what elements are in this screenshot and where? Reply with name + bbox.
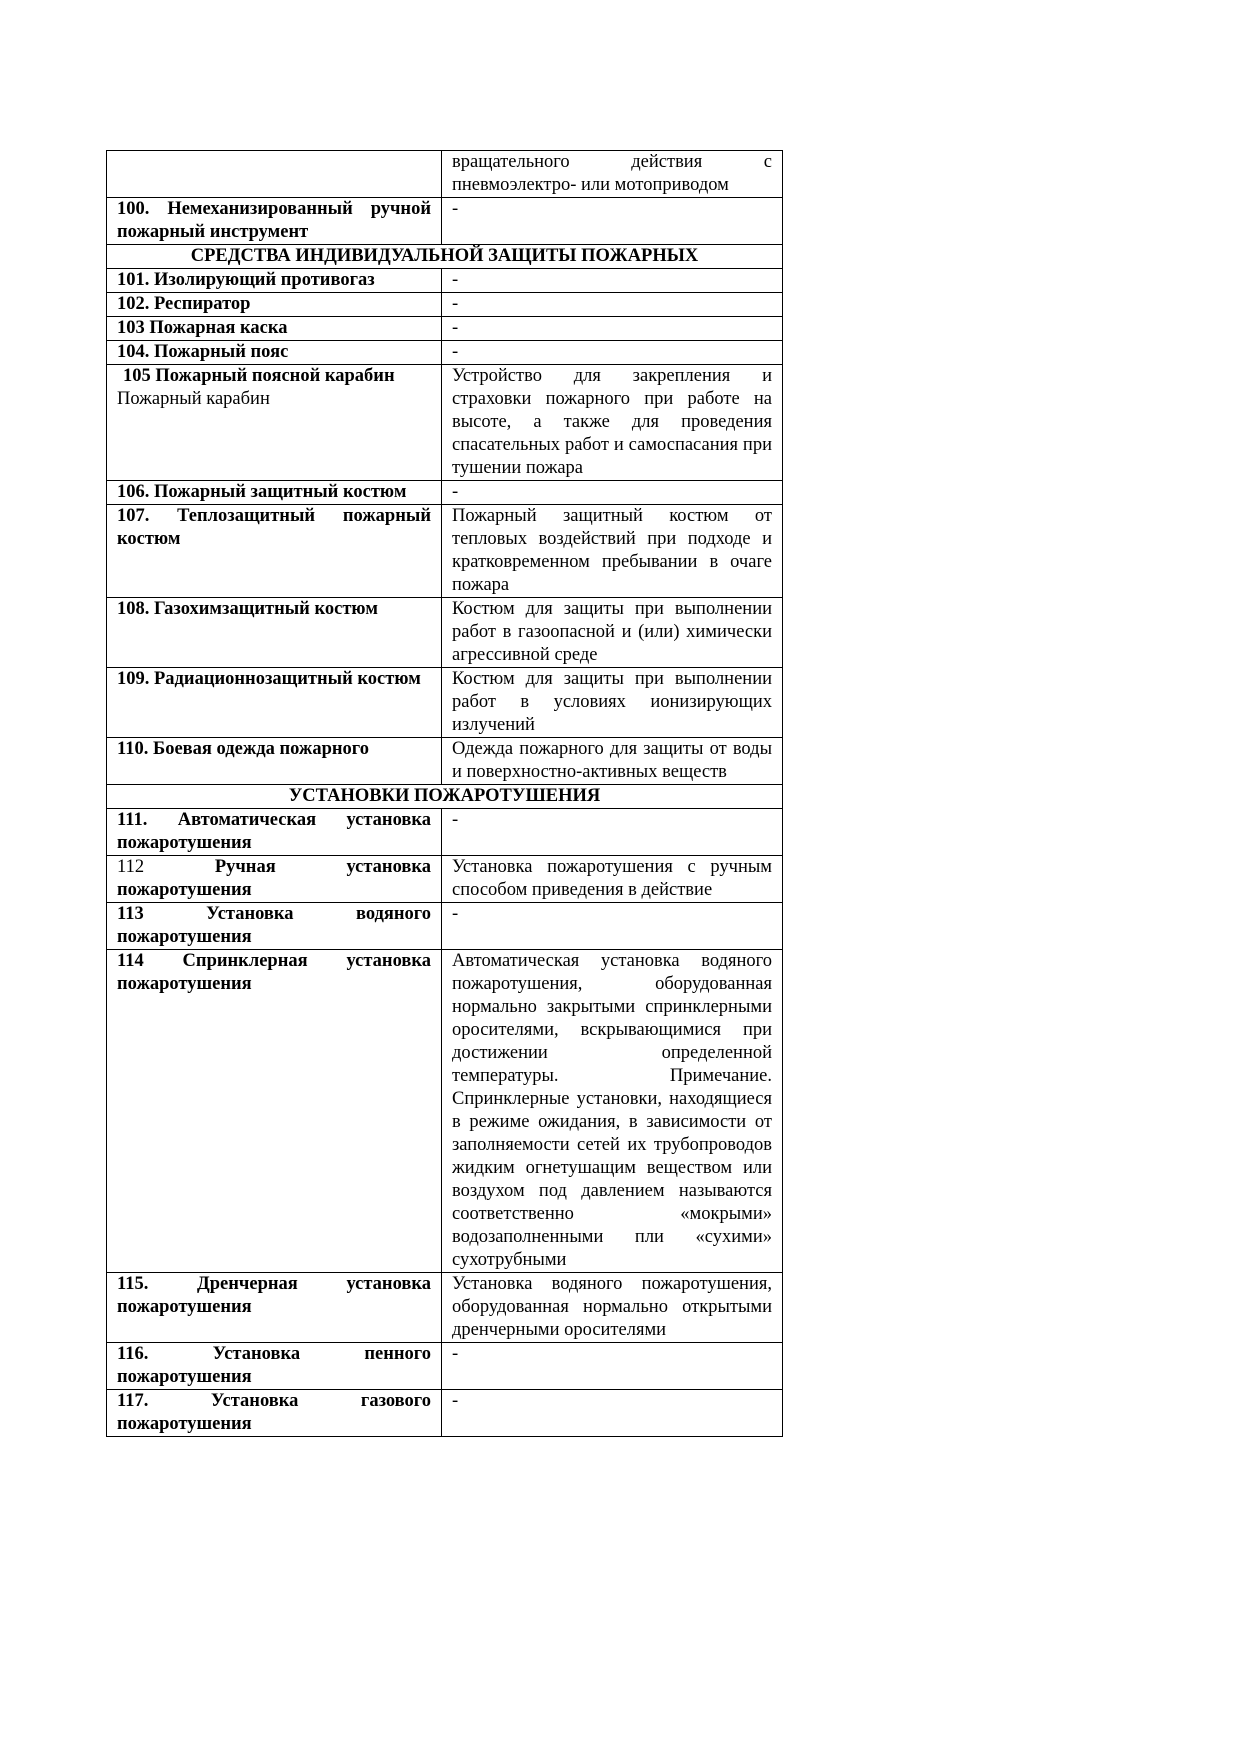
definition-cell: - [442, 317, 783, 341]
definition-cell: Установка водяного пожаротушения, оборудованная нормально открытыми дренчерными оросителями [442, 1273, 783, 1343]
term-cell: 113 Установка водяного пожаротушения [107, 903, 442, 950]
definition-cell: - [442, 1390, 783, 1437]
table-row [107, 903, 783, 950]
term-cell: 104. Пожарный пояс [107, 341, 442, 365]
section-title: СРЕДСТВА ИНДИВИДУАЛЬНОЙ ЗАЩИТЫ ПОЖАРНЫХ [107, 245, 783, 269]
table-row [107, 668, 783, 738]
term-cell: 114 Спринклерная установка пожаротушения [107, 950, 442, 1273]
section-header-row [107, 245, 783, 269]
definition-cell: Одежда пожарного для защиты от воды и поверхностно-активных веществ [442, 738, 783, 785]
definition-cell: Костюм для защиты при выполнении работ в газоопасной и (или) химически агрессивной среде [442, 598, 783, 668]
section-header-row [107, 785, 783, 809]
term-cell [107, 151, 442, 198]
term-cell: 106. Пожарный защитный костюм [107, 481, 442, 505]
table-row [107, 317, 783, 341]
term-cell [107, 856, 442, 903]
definition-cell: - [442, 1343, 783, 1390]
term-cell [107, 365, 442, 481]
table-row [107, 198, 783, 245]
table-row [107, 856, 783, 903]
definition-cell: Костюм для защиты при выполнении работ в условиях ионизирующих излучений [442, 668, 783, 738]
table-row [107, 365, 783, 481]
term-title: Ручная установка пожаротушения [117, 857, 431, 900]
definition-cell: - [442, 481, 783, 505]
term-cell: 103 Пожарная каска [107, 317, 442, 341]
definition-cell: Устройство для закрепления и страховки пожарного при работе на высоте, а также для проведения спасательных работ и самоспасания при тушении пожара [442, 365, 783, 481]
table-row [107, 505, 783, 598]
definition-cell: - [442, 198, 783, 245]
term-title: 105 Пожарный поясной карабин [123, 366, 395, 386]
term-cell: 108. Газохимзащитный костюм [107, 598, 442, 668]
term-cell: 110. Боевая одежда пожарного [107, 738, 442, 785]
table-row [107, 481, 783, 505]
section-title: УСТАНОВКИ ПОЖАРОТУШЕНИЯ [107, 785, 783, 809]
term-cell: 101. Изолирующий противогаз [107, 269, 442, 293]
table-row [107, 598, 783, 668]
table-row [107, 950, 783, 1273]
table-row [107, 269, 783, 293]
term-cell: 109. Радиационнозащитный костюм [107, 668, 442, 738]
definition-cell: - [442, 809, 783, 856]
table-row [107, 1390, 783, 1437]
table-row [107, 1273, 783, 1343]
term-cell: 102. Респиратор [107, 293, 442, 317]
term-cell: 116. Установка пенного пожаротушения [107, 1343, 442, 1390]
definition-cell: Автоматическая установка водяного пожаротушения, оборудованная нормально закрытыми спринклерными оросителями, вскрывающимися при достижении определенной температуры. Примечание. Спринклерные установки, находящиеся в режиме ожидания, в зависимости от заполняемости сетей их трубопроводов жидким огнетушащим веществом или воздухом под давлением называются соответственно «мокрыми» водозаполненными пли «сухими» сухотрубными [442, 950, 783, 1273]
definition-cell: - [442, 341, 783, 365]
definition-cell: Пожарный защитный костюм от тепловых воздействий при подходе и кратковременном пребывании в очаге пожара [442, 505, 783, 598]
term-cell: 111. Автоматическая установка пожаротушения [107, 809, 442, 856]
term-cell: 100. Немеханизированный ручной пожарный инструмент [107, 198, 442, 245]
table-row [107, 151, 783, 198]
table-row [107, 738, 783, 785]
table-row [107, 809, 783, 856]
definition-cell: вращательного действия с пневмоэлектро- или мотоприводом [442, 151, 783, 198]
definition-cell: - [442, 269, 783, 293]
terms-table [106, 150, 783, 1437]
table-row [107, 1343, 783, 1390]
term-cell: 117. Установка газового пожаротушения [107, 1390, 442, 1437]
definition-cell: Установка пожаротушения с ручным способом приведения в действие [442, 856, 783, 903]
definition-cell: - [442, 903, 783, 950]
term-number: 112 [117, 857, 145, 877]
term-cell: 107. Теплозащитный пожарный костюм [107, 505, 442, 598]
table-row [107, 341, 783, 365]
definition-cell: - [442, 293, 783, 317]
term-cell: 115. Дренчерная установка пожаротушения [107, 1273, 442, 1343]
term-synonym: Пожарный карабин [117, 389, 270, 409]
table-row [107, 293, 783, 317]
